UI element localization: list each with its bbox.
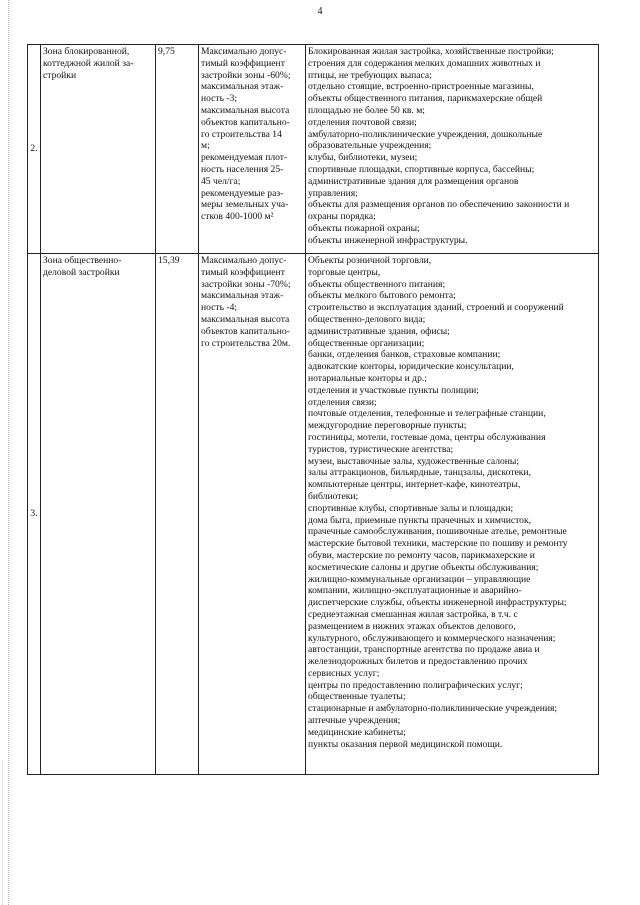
permitted-use-line: строения для содержания мелких домашних животных и — [308, 57, 541, 69]
permitted-use-line: административные здания, офисы; — [308, 325, 450, 337]
permitted-uses-cell — [306, 254, 599, 775]
parameter-line: меры земельных уча- — [201, 199, 289, 211]
permitted-use-line: центры по предоставлению полиграфических услуг; — [308, 679, 523, 691]
permitted-use-line: междугородние переговорные пункты; — [308, 420, 467, 432]
zone-name-line: Зона блокированной, — [43, 46, 130, 57]
permitted-use-line: стационарные и амбулаторно-поликлинические учреждения; — [308, 703, 558, 715]
parameter-line: максимальная этаж- — [201, 81, 284, 93]
permitted-use-line: отделения связи; — [308, 396, 377, 408]
parameter-line: ность -4; — [201, 302, 238, 314]
permitted-use-line: административные здания для размещения органов — [308, 175, 519, 187]
parameter-line: Максимально допус- — [201, 255, 287, 266]
permitted-use-line: залы аттракционов, бильярдные, танцзалы, дискотеки, — [308, 467, 531, 479]
permitted-use-line: птицы, не требующих выпаса; — [308, 69, 432, 81]
permitted-use-line: объекты пожарной охраны; — [308, 222, 420, 234]
permitted-use-line: Блокированная жилая застройка, хозяйственные постройки; — [308, 46, 554, 57]
parameter-line: 45 чел/га; — [201, 175, 241, 187]
parameter-line: объектов капитально- — [201, 116, 290, 128]
parameter-line: м; — [201, 140, 210, 152]
permitted-use-line: аптечные учреждения; — [308, 715, 401, 727]
parameter-line: максимальная этаж- — [201, 290, 284, 302]
zone-name-line: коттеджной жилой за- — [43, 57, 134, 69]
scan-edge-line — [2, 760, 3, 905]
permitted-use-line: косметические салоны и другие объекты обслуживания; — [308, 561, 539, 573]
parameter-line: го строительства 14 — [201, 128, 282, 140]
permitted-use-line: объекты мелкого бытового ремонта; — [308, 290, 456, 302]
permitted-use-line: размещением в нижних этажах объектов делового, — [308, 620, 516, 632]
permitted-use-line: площадью не более 50 кв. м; — [308, 104, 425, 116]
permitted-use-line: объекты инженерной инфраструктуры. — [308, 234, 468, 246]
permitted-use-line: обуви, мастерские по ремонту часов, парикмахерские и — [308, 549, 535, 561]
parameter-line: максимальная высота — [201, 313, 290, 325]
permitted-use-line: культурного, обслуживающего и коммерческого назначения; — [308, 632, 556, 644]
permitted-use-line: нотариальные конторы и др.; — [308, 372, 427, 384]
permitted-use-line: гостиницы, мотели, гостевые дома, центры обслуживания — [308, 431, 546, 443]
parameter-line: тимый коэффициент — [201, 266, 285, 278]
zone-area-cell: 9,75 — [156, 45, 199, 254]
permitted-use-line: общественные организации; — [308, 337, 425, 349]
permitted-use-line: объекты для размещения органов по обеспечению законности и — [308, 199, 570, 211]
permitted-use-line: музеи, выставочные залы, художественные салоны; — [308, 455, 520, 467]
permitted-use-line: общественные туалеты; — [308, 691, 406, 703]
zone-name-line: стройки — [43, 69, 77, 81]
parameter-line: го строительства 20м. — [201, 337, 291, 349]
permitted-use-line: клубы, библиотеки, музеи; — [308, 152, 418, 164]
permitted-use-line: диспетчерские службы, объекты инженерной инфраструктуры; — [308, 597, 567, 609]
zone-name-line: деловой застройки — [43, 266, 120, 278]
parameter-line: застройки зоны -60%; — [201, 69, 291, 81]
permitted-use-line: объекты общественного питания; — [308, 278, 446, 290]
permitted-use-line: железнодорожных билетов и предоставлению прочих — [308, 656, 528, 668]
permitted-use-line: автостанции, транспортные агентства по продаже авиа и — [308, 644, 540, 656]
permitted-use-line: адвокатские конторы, юридические консультации, — [308, 361, 514, 373]
permitted-use-line: отделения почтовой связи; — [308, 116, 417, 128]
parameter-line: Максимально допус- — [201, 46, 287, 57]
permitted-use-line: мастерские бытовой техники, мастерские по пошиву и ремонту — [308, 538, 568, 550]
zone-area-cell: 15,39 — [156, 254, 199, 775]
permitted-use-line: компьютерные центры, интернет-кафе, кинотеатры, — [308, 479, 521, 491]
parameter-line: тимый коэффициент — [201, 57, 285, 69]
permitted-use-line: спортивные клубы, спортивные залы и площадки; — [308, 502, 514, 514]
permitted-use-line: среднеэтажная смешанная жилая застройка, в т.ч. с — [308, 608, 518, 620]
zone-name-cell — [41, 45, 156, 254]
permitted-use-line: образовательные учреждения; — [308, 140, 432, 152]
permitted-use-line: пункты оказания первой медицинской помощи. — [308, 738, 503, 750]
permitted-use-line: отдельно стоящие, встроенно-пристроенные магазины, — [308, 81, 534, 93]
permitted-use-line: медицинские кабинеты; — [308, 726, 406, 738]
zone-parameters-cell — [199, 254, 306, 775]
table-row — [28, 254, 599, 775]
parameter-line: максимальная высота — [201, 104, 290, 116]
permitted-use-line: сервисных услуг; — [308, 667, 380, 679]
permitted-use-line: общественно-делового вида; — [308, 313, 426, 325]
parameter-line: ность -3; — [201, 93, 238, 105]
table-row — [28, 45, 599, 254]
parameter-line: ность населения 25- — [201, 163, 284, 175]
zones-table-body — [28, 45, 599, 775]
permitted-use-line: объекты общественного питания, парикмахерские общей — [308, 93, 543, 105]
permitted-use-line: туристов, туристические агентства; — [308, 443, 454, 455]
page-number: 4 — [317, 6, 323, 17]
permitted-use-line: прачечные самообслуживания, пошивочные ателье, ремонтные — [308, 526, 567, 538]
permitted-use-line: управления; — [308, 187, 358, 199]
permitted-use-line: дома быта, приемные пункты прачечных и химчисток, — [308, 514, 532, 526]
permitted-use-line: жилищно-коммунальные организации – управляющие — [308, 573, 531, 585]
zone-name-line: Зона общественно- — [43, 255, 122, 266]
permitted-use-line: торговые центры, — [308, 266, 381, 278]
permitted-use-line: Объекты розничной торговли, — [308, 255, 432, 266]
zone-parameters-cell — [199, 45, 306, 254]
scan-edge-line — [8, 0, 9, 905]
permitted-use-line: почтовые отделения, телефонные и телеграфные станции, — [308, 408, 546, 420]
parameter-line: застройки зоны -70%; — [201, 278, 291, 290]
zones-table — [27, 44, 599, 775]
zone-name-cell — [41, 254, 156, 775]
permitted-use-line: строительство и эксплуатация зданий, строений и сооружений — [308, 302, 564, 314]
row-number: 3. — [28, 254, 41, 775]
permitted-use-line: библиотеки; — [308, 490, 359, 502]
permitted-use-line: компании, жилищно-эксплуатационные и аварийно- — [308, 585, 522, 597]
row-number: 2. — [28, 45, 41, 254]
permitted-use-line: спортивные площадки, спортивные корпуса, бассейны; — [308, 163, 535, 175]
parameter-line: рекомендуемые раз- — [201, 187, 284, 199]
permitted-uses-cell — [306, 45, 599, 254]
parameter-line: рекомендуемая плот- — [201, 152, 288, 164]
parameter-line: объектов капитально- — [201, 325, 290, 337]
permitted-use-line: банки, отделения банков, страховые компании; — [308, 349, 501, 361]
permitted-use-line: охраны порядка; — [308, 211, 376, 223]
parameter-line: стков 400-1000 м² — [201, 211, 274, 223]
permitted-use-line: отделения и участковые пункты полиции; — [308, 384, 479, 396]
permitted-use-line: амбулаторно-поликлинические учреждения, дошкольные — [308, 128, 543, 140]
